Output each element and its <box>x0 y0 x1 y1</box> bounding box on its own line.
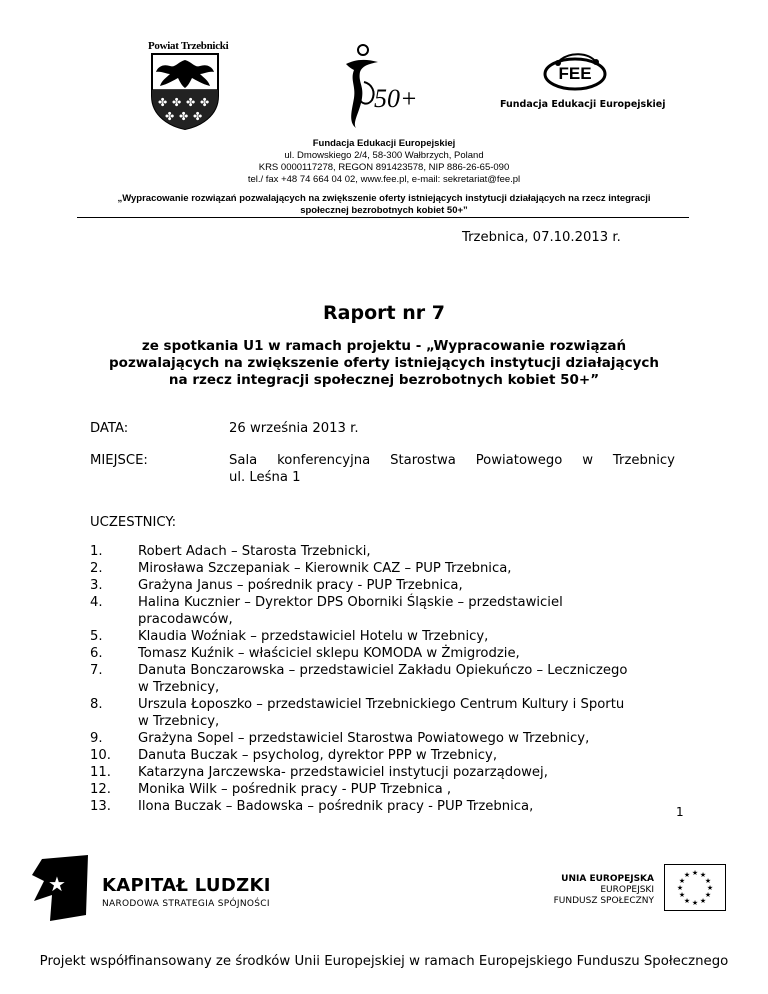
participant-line: Urszula Łoposzko – przedstawiciel Trzebnickiego Centrum Kultury i Sportu <box>138 697 625 712</box>
powiat-logo-label: Powiat Trzebnicki <box>148 40 229 52</box>
participant-item <box>90 628 690 645</box>
fifty-plus-logo <box>338 42 428 132</box>
participant-item <box>90 543 690 560</box>
participant-number: 8. <box>90 697 103 712</box>
org-name: Fundacja Edukacji Europejskiej <box>312 138 456 149</box>
eu-flag <box>664 864 726 911</box>
participant-number: 13. <box>90 799 111 814</box>
place-label: MIEJSCE: <box>90 453 148 468</box>
participants-list <box>90 543 690 815</box>
eu-label-block <box>530 874 654 907</box>
participant-text <box>138 645 678 662</box>
participant-line: Ilona Buczak – Badowska – pośrednik pracy - PUP Trzebnica, <box>138 799 534 814</box>
participant-number: 7. <box>90 663 103 678</box>
participant-item <box>90 747 690 764</box>
svg-text:★: ★ <box>706 884 714 892</box>
place-value-line1 <box>229 452 675 469</box>
participant-line: Danuta Bonczarowska – przedstawiciel Zakładu Opiekuńczo – Leczniczego <box>138 663 628 678</box>
participant-line: Mirosława Szczepaniak – Kierownik CAZ – PUP Trzebnica, <box>138 561 512 576</box>
page-number: 1 <box>676 805 684 819</box>
org-address: ul. Dmowskiego 2/4, 58-300 Wałbrzych, Poland <box>284 150 484 161</box>
participant-item <box>90 730 690 747</box>
coat-of-arms-icon <box>148 52 222 130</box>
svg-text:✤: ✤ <box>193 110 203 123</box>
participant-number: 1. <box>90 544 103 559</box>
participant-text <box>138 560 678 577</box>
participant-line: Tomasz Kuźnik – właściciel sklepu KOMODA w Żmigrodzie, <box>138 646 520 661</box>
participant-number: 3. <box>90 578 103 593</box>
participant-line: Grażyna Sopel – przedstawiciel Starostwa Powiatowego w Trzebnicy, <box>138 731 590 746</box>
participant-text <box>138 577 678 594</box>
participant-line: Halina Kucznier – Dyrektor DPS Oborniki Śląskie – przedstawiciel <box>138 595 563 610</box>
project-header-line2: społecznej bezrobotnych kobiet 50+” <box>300 205 468 216</box>
participant-item <box>90 560 690 577</box>
participant-number: 2. <box>90 561 103 576</box>
participant-line: pracodawców, <box>138 612 233 627</box>
org-registry: KRS 0000117278, REGON 891423578, NIP 886-26-65-090 <box>258 162 510 173</box>
fee-logo-label: FEE <box>558 64 592 83</box>
svg-text:✤: ✤ <box>186 96 196 109</box>
participant-number: 12. <box>90 782 111 797</box>
svg-text:✤: ✤ <box>158 96 168 109</box>
participant-line: w Trzebnicy, <box>138 680 220 695</box>
report-title: Raport nr 7 <box>323 302 445 324</box>
participant-item <box>90 645 690 662</box>
participant-item <box>90 577 690 594</box>
place-value-line2: ul. Leśna 1 <box>229 470 301 485</box>
place-word: Sala <box>229 453 258 468</box>
kapital-ludzki-logo <box>30 855 290 925</box>
svg-text:★: ★ <box>683 871 691 879</box>
participant-number: 11. <box>90 765 111 780</box>
report-subtitle-line1: ze spotkania U1 w ramach projektu - „Wypracowanie rozwiązań <box>141 338 627 354</box>
svg-text:★: ★ <box>48 872 66 896</box>
participant-line: Grażyna Janus – pośrednik pracy - PUP Trzebnica, <box>138 578 463 593</box>
participant-item <box>90 798 690 815</box>
svg-text:✤: ✤ <box>172 96 182 109</box>
svg-text:★: ★ <box>691 869 699 877</box>
svg-text:✤: ✤ <box>200 96 210 109</box>
participant-number: 6. <box>90 646 103 661</box>
participant-line: Monika Wilk – pośrednik pracy - PUP Trzebnica , <box>138 782 452 797</box>
participant-text <box>138 730 678 747</box>
participant-text <box>138 747 678 764</box>
date-value: 26 września 2013 r. <box>229 421 359 436</box>
project-header-line1: „Wypracowanie rozwiązań pozwalających na zwiększenie oferty istniejących instytucji działających na rzecz integracji <box>117 193 651 204</box>
participant-item <box>90 781 690 798</box>
participant-text <box>138 628 678 645</box>
participant-line: Danuta Buczak – psycholog, dyrektor PPP w Trzebnicy, <box>138 748 498 763</box>
participant-text <box>138 662 678 696</box>
participant-line: w Trzebnicy, <box>138 714 220 729</box>
participant-text <box>138 798 678 815</box>
kapital-ludzki-icon <box>30 855 90 923</box>
kapital-ludzki-title: KAPITAŁ LUDZKI <box>102 875 271 896</box>
place-word: konferencyjna <box>277 453 371 468</box>
fee-logo <box>540 52 610 96</box>
participant-line: Katarzyna Jarczewska- przedstawiciel instytucji pozarządowej, <box>138 765 548 780</box>
participant-line: Klaudia Woźniak – przedstawiciel Hotelu w Trzebnicy, <box>138 629 489 644</box>
participant-text <box>138 594 678 628</box>
participant-text <box>138 764 678 781</box>
participant-text <box>138 696 678 730</box>
eu-line2: EUROPEJSKI <box>600 885 654 895</box>
report-subtitle-line3: na rzecz integracji społecznej bezrobotnych kobiet 50+” <box>168 372 600 388</box>
org-contact: tel./ fax +48 74 664 04 02, www.fee.pl, e-mail: sekretariat@fee.pl <box>247 174 521 185</box>
participant-item <box>90 594 690 628</box>
participant-text <box>138 543 678 560</box>
participants-label: UCZESTNICY: <box>90 515 177 530</box>
participant-number: 4. <box>90 595 103 610</box>
place-date: Trzebnica, 07.10.2013 r. <box>462 230 621 245</box>
svg-text:★: ★ <box>678 877 686 885</box>
project-header <box>64 193 704 217</box>
powiat-trzebnicki-logo <box>148 40 229 132</box>
participant-line: Robert Adach – Starosta Trzebnicki, <box>138 544 371 559</box>
participant-number: 9. <box>90 731 103 746</box>
report-subtitle <box>64 338 704 389</box>
kapital-ludzki-subtitle: NARODOWA STRATEGIA SPÓJNOŚCI <box>102 899 270 909</box>
eu-stars-icon <box>665 865 725 910</box>
participant-item <box>90 764 690 781</box>
svg-text:✤: ✤ <box>165 110 175 123</box>
eu-line3: FUNDUSZ SPOŁECZNY <box>553 896 654 906</box>
place-word: w <box>582 453 594 468</box>
svg-text:★: ★ <box>683 897 691 905</box>
svg-text:★: ★ <box>704 877 712 885</box>
svg-text:★: ★ <box>704 891 712 899</box>
eu-title: UNIA EUROPEJSKA <box>561 874 654 884</box>
date-label: DATA: <box>90 421 129 436</box>
cofinance-statement: Projekt współfinansowany ze środków Unii Europejskiej w ramach Europejskiego Funduszu Społecznego <box>39 954 729 969</box>
participant-item <box>90 662 690 696</box>
place-value <box>229 452 675 486</box>
place-word: Powiatowego <box>475 453 563 468</box>
participant-item <box>90 696 690 730</box>
svg-text:★: ★ <box>34 903 47 919</box>
place-word: Trzebnicy <box>612 453 675 468</box>
svg-text:★: ★ <box>699 897 707 905</box>
participant-number: 10. <box>90 748 111 763</box>
svg-text:★: ★ <box>676 884 684 892</box>
svg-text:★: ★ <box>699 871 707 879</box>
fifty-plus-label: 50+ <box>374 84 418 113</box>
svg-text:★: ★ <box>691 899 699 907</box>
report-subtitle-line2: pozwalających na zwiększenie oferty istniejących instytucji działających <box>109 355 659 371</box>
org-info-block <box>84 138 684 186</box>
place-word: Starostwa <box>390 453 456 468</box>
participant-number: 5. <box>90 629 103 644</box>
header-divider <box>77 217 689 218</box>
svg-text:★: ★ <box>678 891 686 899</box>
fee-caption: Fundacja Edukacji Europejskiej <box>500 99 666 110</box>
svg-text:✤: ✤ <box>179 110 189 123</box>
participant-text <box>138 781 678 798</box>
